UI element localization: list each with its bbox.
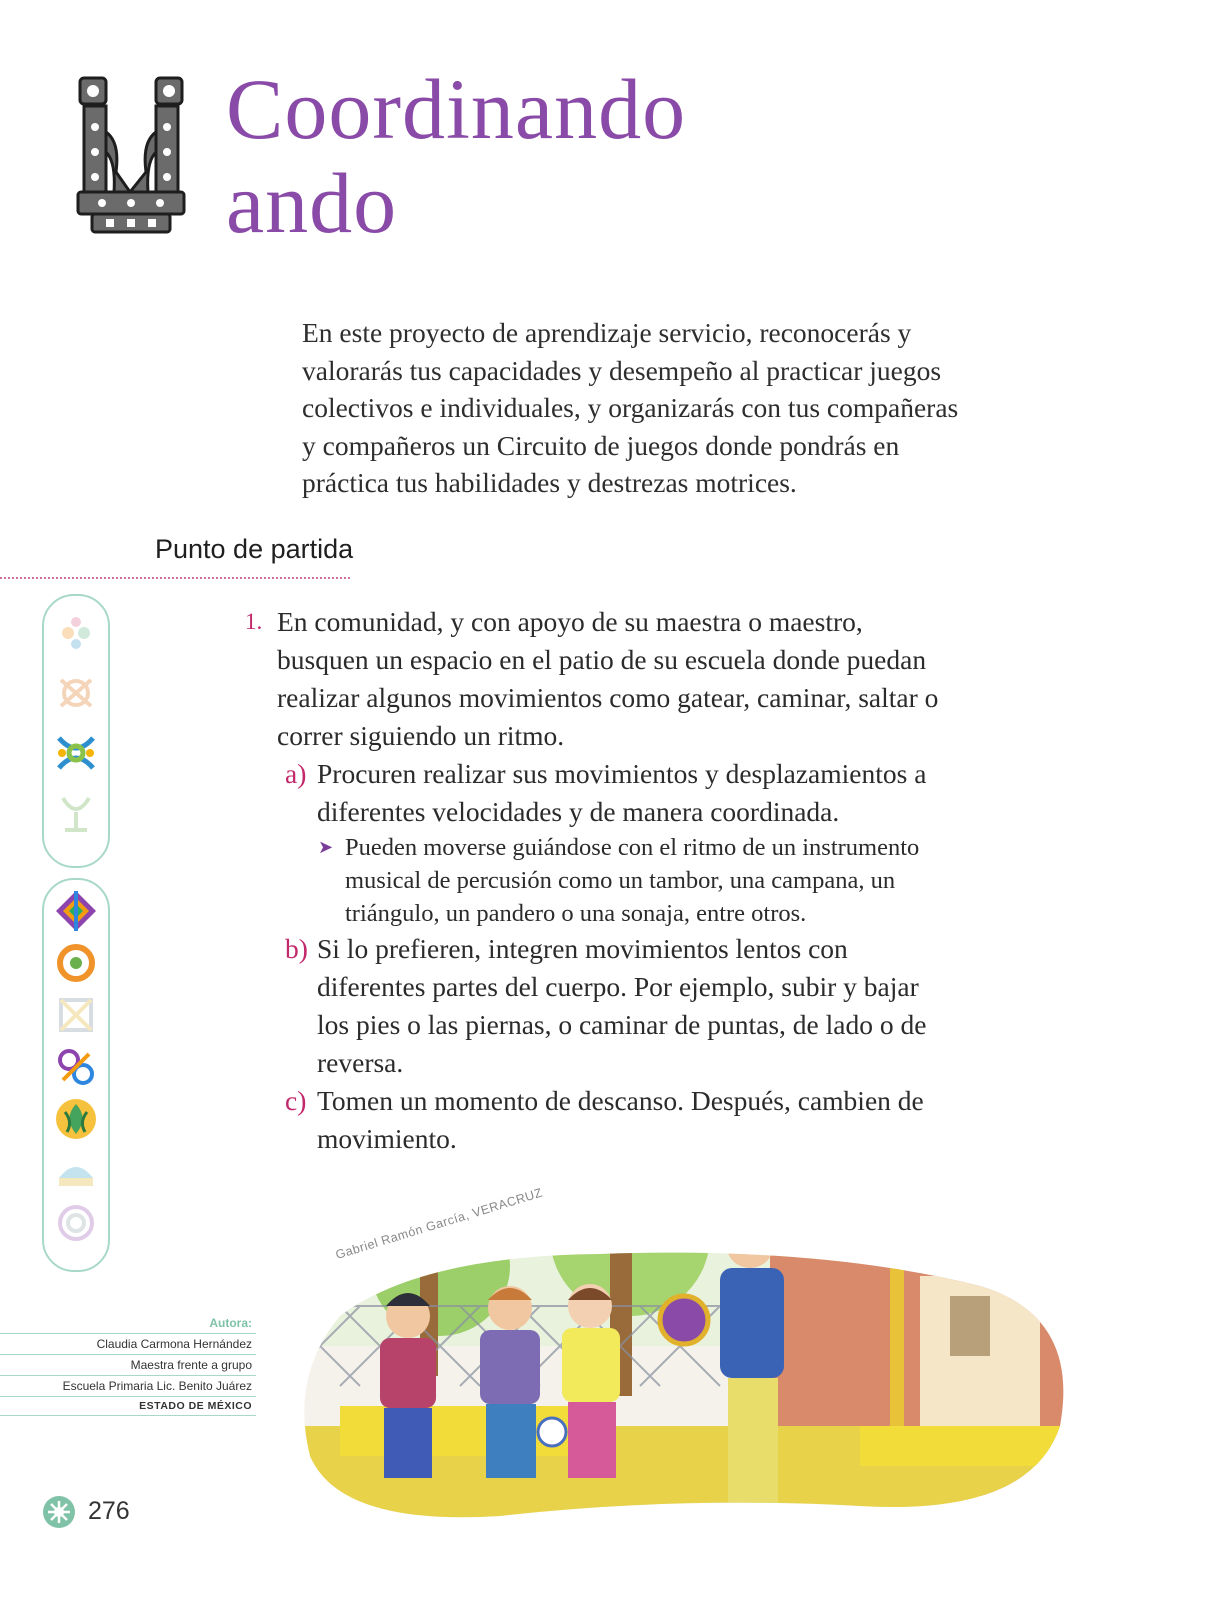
sidebar-ejes-articuladores xyxy=(42,878,110,1272)
author-state: ESTADO DE MÉXICO xyxy=(0,1396,256,1416)
campo-formativo-3-icon xyxy=(53,730,99,776)
bullet-arrow-icon: ➤ xyxy=(318,837,334,857)
bullet-text: Pueden moverse guiándose con el ritmo de un instrumento musical de percusión como un tambor, una campana, un triángulo, un pandero o una sonaja, entre otros. xyxy=(345,834,920,927)
author-block xyxy=(0,1316,256,1416)
subitem-letter: a) xyxy=(285,758,307,789)
page-badge-icon xyxy=(42,1495,76,1529)
title-line-2: ando xyxy=(226,155,398,251)
activity-subitem-c xyxy=(245,1082,945,1158)
eje-1-icon xyxy=(53,888,99,934)
campo-formativo-1-icon xyxy=(53,610,99,656)
eje-6-icon xyxy=(53,1148,99,1194)
eje-5-icon xyxy=(53,1096,99,1142)
campo-formativo-2-icon xyxy=(53,670,99,716)
intro-paragraph: En este proyecto de aprendizaje servicio, reconocerás y valorarás tus capacidades y desempeño al practicar juegos colectivos e individuales, y organizarás con tus compañeras y compañeros un Circuito de juegos donde pondrás en práctica tus habilidades y destrezas motrices. xyxy=(302,317,959,498)
eje-7-icon xyxy=(53,1200,99,1246)
activity-number: 1. xyxy=(245,609,263,634)
activity-subitem-b xyxy=(245,930,945,1082)
activity-text: En comunidad, y con apoyo de su maestra o maestro, busquen un espacio en el patio de su escuela donde puedan realizar algunos movimientos como gatear, caminar, saltar o correr siguiendo un ritmo. xyxy=(277,606,939,751)
activity-list xyxy=(245,603,945,1158)
illustration-credit: Gabriel Ramón García, VERACRUZ xyxy=(333,1185,545,1262)
sidebar-campos-formativos xyxy=(42,594,110,868)
subitem-text: Tomen un momento de descanso. Después, cambien de movimiento. xyxy=(317,1085,924,1154)
activity-bullet xyxy=(245,831,945,930)
subitem-text: Procuren realizar sus movimientos y desplazamientos a diferentes velocidades y de manera coordinada. xyxy=(317,758,927,827)
section-divider xyxy=(0,577,350,579)
page-number: 276 xyxy=(88,1497,130,1525)
activity-item-1 xyxy=(245,603,945,755)
title-line-1: Coordinando xyxy=(226,61,687,157)
section-title: Punto de partida xyxy=(155,534,354,564)
author-role: Maestra frente a grupo xyxy=(0,1354,256,1375)
aztec-glyph-icon xyxy=(72,72,190,238)
eje-2-icon xyxy=(53,940,99,986)
subitem-letter: c) xyxy=(285,1085,307,1116)
author-name: Claudia Carmona Hernández xyxy=(0,1333,256,1354)
children-drawing-illustration xyxy=(300,1196,1090,1536)
author-label: Autora: xyxy=(209,1316,252,1330)
subitem-letter: b) xyxy=(285,933,308,964)
eje-3-icon xyxy=(53,992,99,1038)
campo-formativo-4-icon xyxy=(53,790,99,836)
eje-4-icon xyxy=(53,1044,99,1090)
author-school: Escuela Primaria Lic. Benito Juárez xyxy=(0,1375,256,1396)
activity-subitem-a xyxy=(245,755,945,831)
subitem-text: Si lo prefieren, integren movimientos lentos con diferentes partes del cuerpo. Por ejemplo, subir y bajar los pies o las piernas, o caminar de puntas, de lado o de reversa. xyxy=(317,933,927,1078)
page-title xyxy=(226,62,686,250)
